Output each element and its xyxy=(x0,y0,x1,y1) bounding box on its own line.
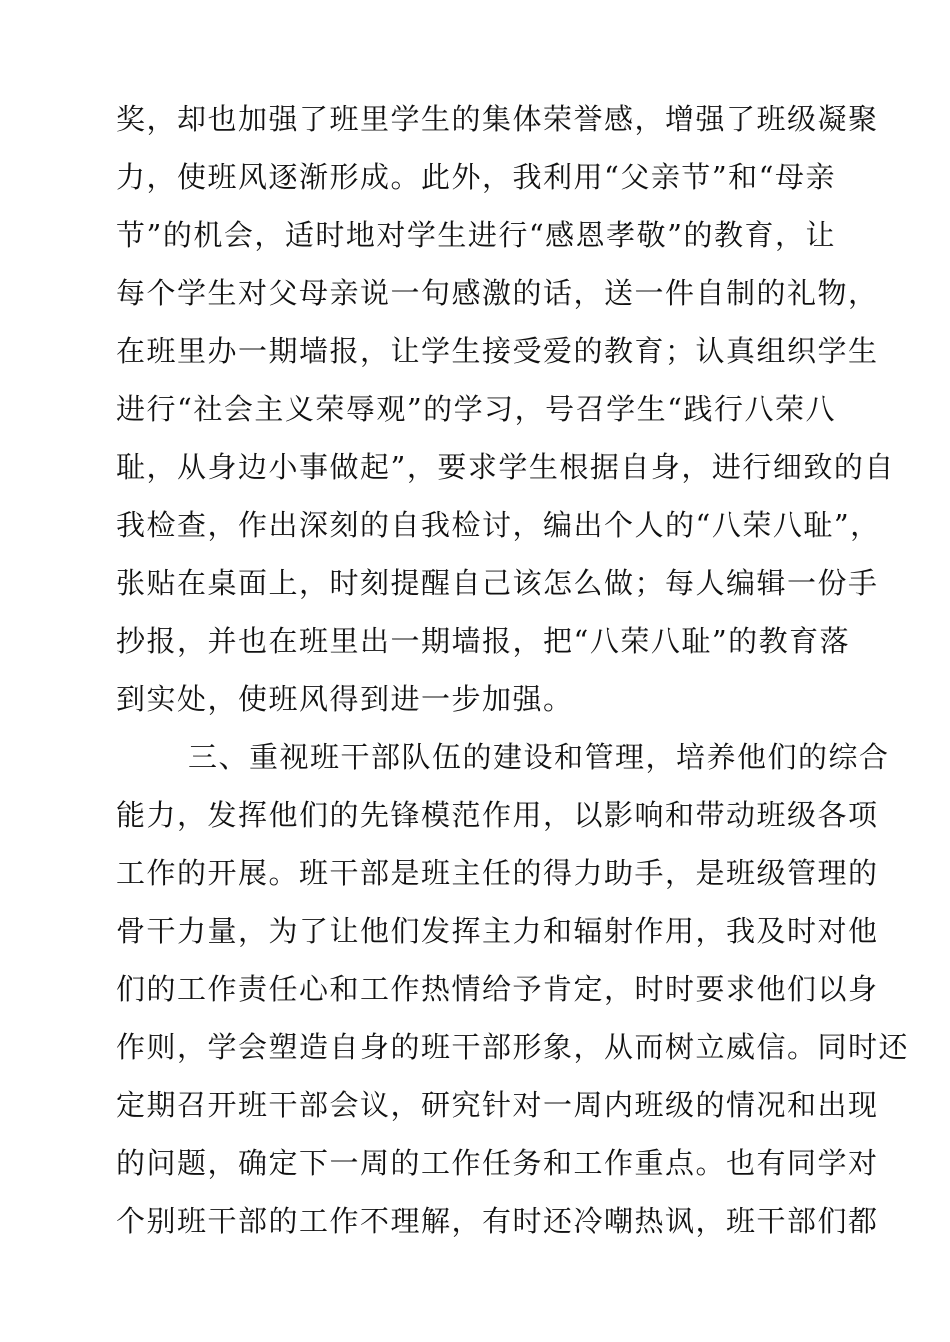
text-line: 工作的开展。班干部是班主任的得力助手，是班级管理的 xyxy=(116,856,879,890)
text-line: 张贴在桌面上，时刻提醒自己该怎么做；每人编辑一份手 xyxy=(116,566,879,600)
text-line: 个别班干部的工作不理解，有时还冷嘲热讽，班干部们都 xyxy=(116,1204,879,1238)
text-line: 骨干力量，为了让他们发挥主力和辐射作用，我及时对他 xyxy=(116,914,879,948)
paragraph-heading-line: 三、重视班干部队伍的建设和管理，培养他们的综合 xyxy=(188,740,890,774)
text-line: 作则，学会塑造自身的班干部形象，从而树立威信。同时还 xyxy=(116,1030,910,1064)
text-line: 在班里办一期墙报，让学生接受爱的教育；认真组织学生 xyxy=(116,334,879,368)
text-line: 的问题，确定下一周的工作任务和工作重点。也有同学对 xyxy=(116,1146,879,1180)
text-line: 奖，却也加强了班里学生的集体荣誉感，增强了班级凝聚 xyxy=(116,102,879,136)
text-line: 耻，从身边小事做起”，要求学生根据自身，进行细致的自 xyxy=(116,450,895,484)
text-line: 每个学生对父母亲说一句感激的话，送一件自制的礼物， xyxy=(116,276,879,310)
text-line: 到实处，使班风得到进一步加强。 xyxy=(116,682,574,716)
text-line: 进行“社会主义荣辱观”的学习，号召学生“践行八荣八 xyxy=(116,392,836,426)
text-line: 们的工作责任心和工作热情给予肯定，时时要求他们以身 xyxy=(116,972,879,1006)
text-line: 节”的机会，适时地对学生进行“感恩孝敬”的教育，让 xyxy=(116,218,836,252)
text-line: 我检查，作出深刻的自我检讨，编出个人的“八荣八耻”， xyxy=(116,508,881,542)
text-line: 能力，发挥他们的先锋模范作用，以影响和带动班级各项 xyxy=(116,798,879,832)
text-line: 定期召开班干部会议，研究针对一周内班级的情况和出现 xyxy=(116,1088,879,1122)
text-line: 力，使班风逐渐形成。此外，我利用“父亲节”和“母亲 xyxy=(116,160,836,194)
text-line: 抄报，并也在班里出一期墙报，把“八荣八耻”的教育落 xyxy=(116,624,851,658)
